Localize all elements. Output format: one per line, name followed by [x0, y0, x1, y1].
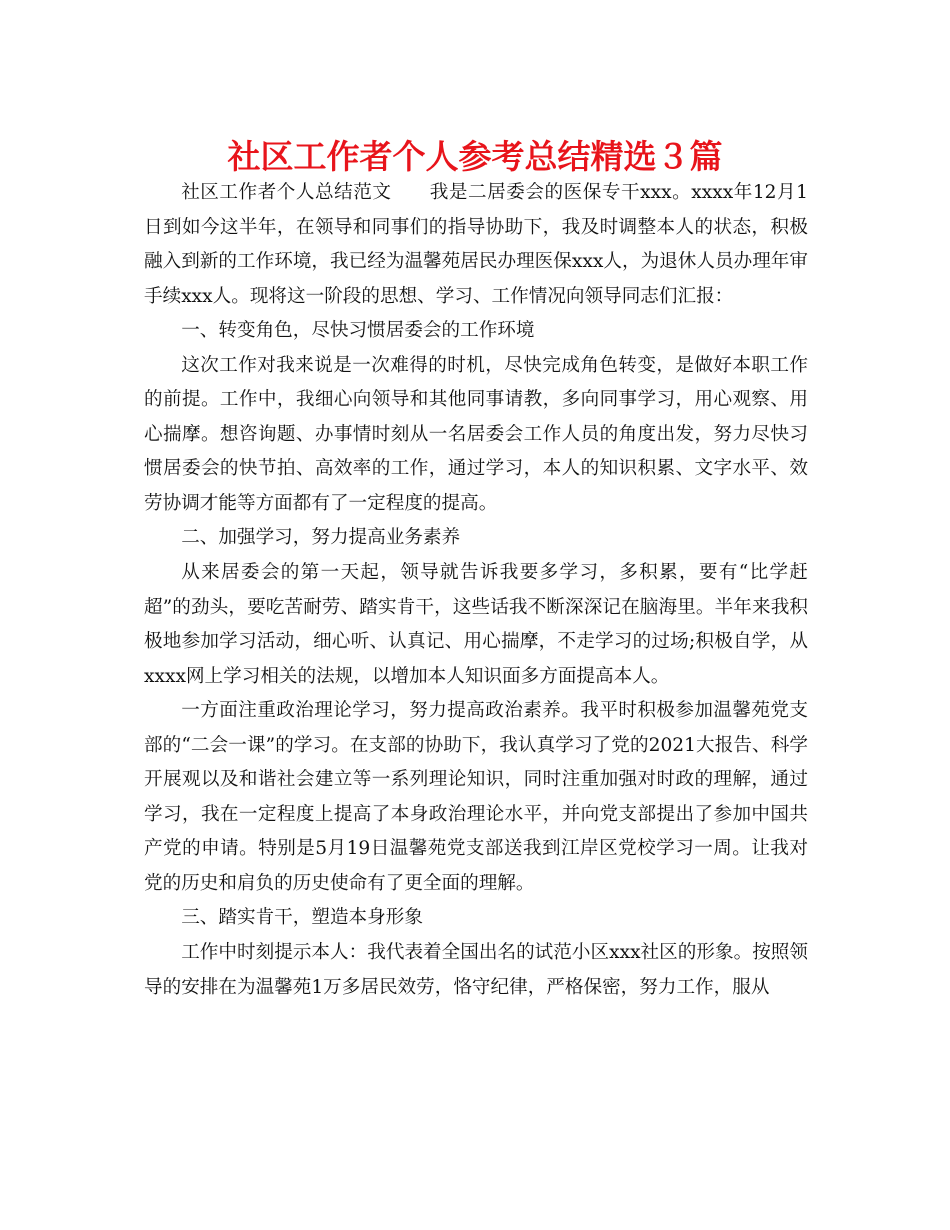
document-title: 社区工作者个人参考总结精选３篇: [227, 137, 723, 176]
paragraph-section-3: 工作中时刻提示本人：我代表着全国出名的试范小区xxx社区的形象。按照领导的安排在为温馨苑1万多居民效劳，恪守纪律，严格保密，努力工作，服从: [144, 942, 808, 998]
section-heading-2: 二、加强学习，努力提高业务素养: [181, 527, 461, 549]
section-heading-3: 三、踏实肯干，塑造本身形象: [181, 907, 423, 929]
document-body: [144, 176, 808, 1005]
paragraph-section-2b: 一方面注重政治理论学习，努力提高政治素养。我平时积极参加温馨苑党支部的“二会一课”的学习。在支部的协助下，我认真学习了党的2021大报告、科学开展观以及和谐社会建立等一系列理论知识，同时注重加强对时政的理解，通过学习，我在一定程度上提高了本身政治理论水平，并向党支部提出了参加中国共产党的申请。特别是5月19日温馨苑党支部送我到江岸区党校学习一周。让我对党的历史和肩负的历史使命有了更全面的理解。: [144, 700, 808, 894]
paragraph-section-2a: 从来居委会的第一天起，领导就告诉我要多学习，多积累，要有“比学赶超”的劲头，要吃苦耐劳、踏实肯干，这些话我不断深深记在脑海里。半年来我积极地参加学习活动，细心听、认真记、用心揣摩，不走学习的过场;积极自学，从xxxx网上学习相关的法规，以增加本人知识面多方面提高本人。: [144, 562, 808, 687]
section-heading-1: 一、转变角色，尽快习惯居委会的工作环境: [181, 320, 535, 342]
paragraph-intro: 社区工作者个人总结范文 我是二居委会的医保专干xxx。xxxx年12月1日到如今这半年，在领导和同事们的指导协助下，我及时调整本人的状态，积极融入到新的工作环境，我已经为温馨苑居民办理医保xxx人，为退休人员办理年审手续xxx人。现将这一阶段的思想、学习、工作情况向领导同志们汇报：: [144, 182, 808, 307]
paragraph-section-1: 这次工作对我来说是一次难得的时机，尽快完成角色转变，是做好本职工作的前提。工作中，我细心向领导和其他同事请教，多向同事学习，用心观察、用心揣摩。想咨询题、办事情时刻从一名居委会工作人员的角度出发，努力尽快习惯居委会的快节拍、高效率的工作，通过学习，本人的知识积累、文字水平、效劳协调才能等方面都有了一定程度的提高。: [144, 354, 808, 514]
